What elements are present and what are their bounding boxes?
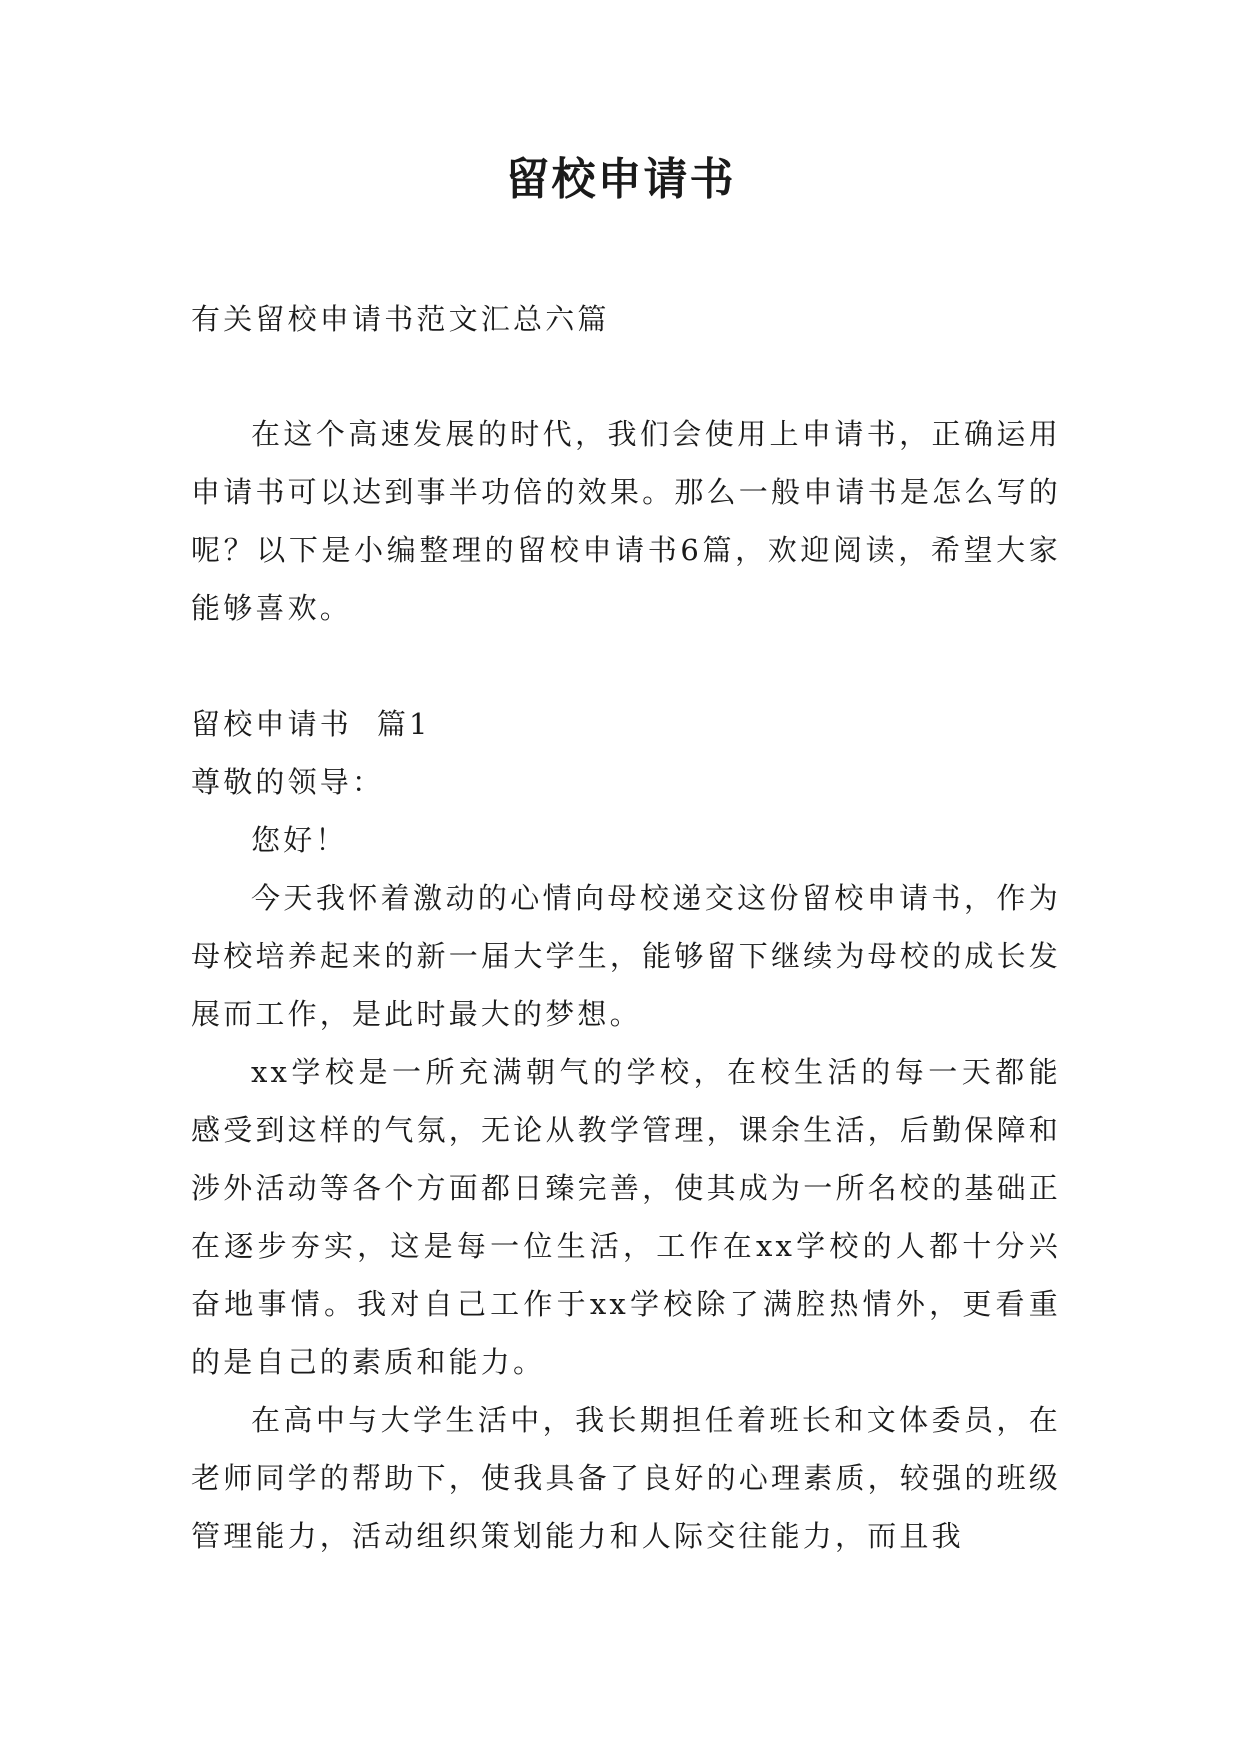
body-paragraph-1: 今天我怀着激动的心情向母校递交这份留校申请书，作为母校培养起来的新一届大学生，能够留下继续为母校的成长发展而工作，是此时最大的梦想。 — [191, 881, 1061, 1031]
document-body — [191, 290, 1061, 1565]
body-paragraph-3: 在高中与大学生活中，我长期担任着班长和文体委员，在老师同学的帮助下，使我具备了良好的心理素质，较强的班级管理能力，活动组织策划能力和人际交往能力，而且我 — [191, 1403, 1061, 1553]
document-subtitle: 有关留校申请书范文汇总六篇 — [191, 302, 610, 336]
document-title: 留校申请书 — [505, 154, 736, 205]
greeting: 您好！ — [251, 823, 348, 857]
salutation: 尊敬的领导： — [191, 765, 385, 799]
body-paragraph-2: xx学校是一所充满朝气的学校，在校生活的每一天都能感受到这样的气氛，无论从教学管理，课余生活，后勤保障和涉外活动等各个方面都日臻完善，使其成为一所名校的基础正在逐步夯实，这是每一位生活，工作在xx学校的人都十分兴奋地事情。我对自己工作于xx学校除了满腔热情外，更看重的是自己的素质和能力。 — [191, 1055, 1061, 1379]
section-heading: 留校申请书 篇1 — [191, 707, 431, 741]
intro-paragraph: 在这个高速发展的时代，我们会使用上申请书，正确运用申请书可以达到事半功倍的效果。那么一般申请书是怎么写的呢？以下是小编整理的留校申请书6篇，欢迎阅读，希望大家能够喜欢。 — [191, 417, 1061, 625]
